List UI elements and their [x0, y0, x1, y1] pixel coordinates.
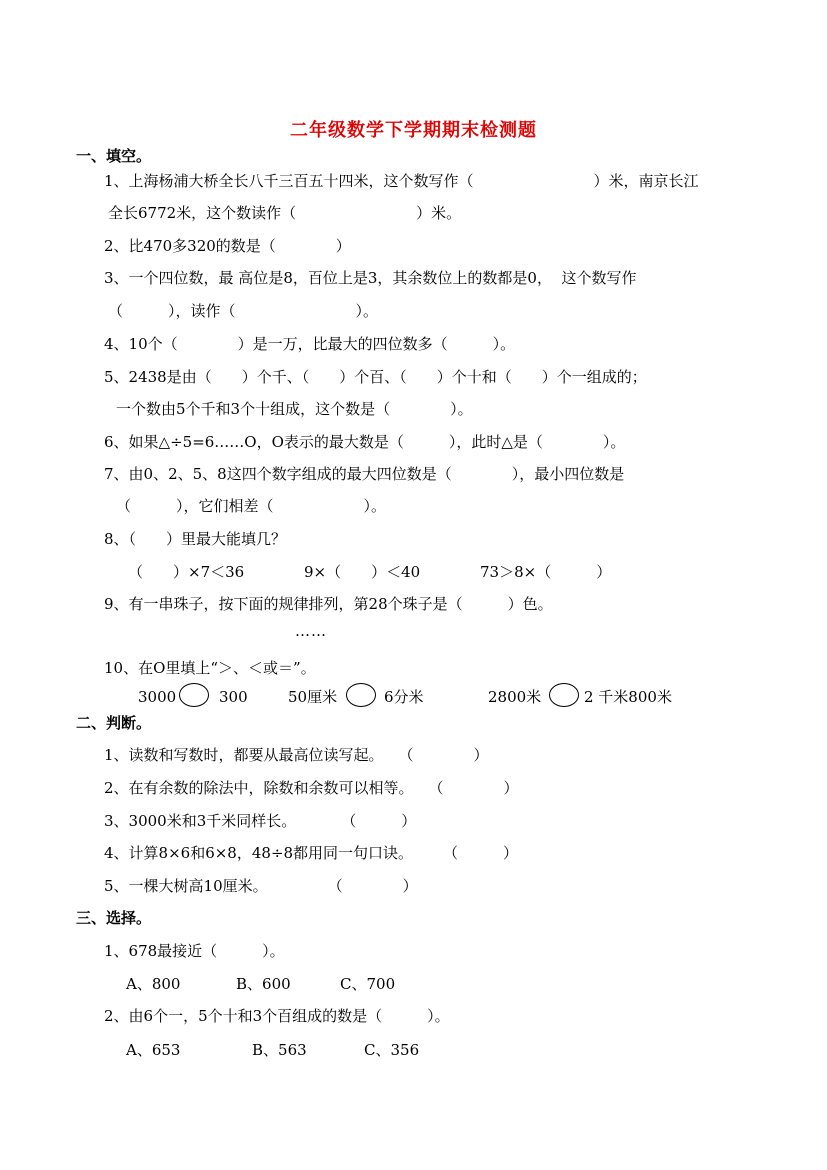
question-3-line-1: 3、一个四位数，最 高位是8，百位上是3，其余数位上的数都是0， 这个数写作	[104, 269, 637, 287]
compare-b-oval[interactable]	[346, 683, 376, 707]
question-4: 4、10个（ ）是一万，比最大的四位数多（ ）。	[104, 335, 516, 353]
question-8-item-c: 73＞8×（ ）	[480, 563, 612, 581]
section-heading-choice: 三、选择。	[76, 909, 152, 927]
question-8-item-b: 9×（ ）＜40	[304, 563, 421, 581]
question-2: 2、比470多320的数是（ ）	[104, 237, 351, 255]
compare-a-oval[interactable]	[179, 683, 209, 707]
choice-2-option-c: C、356	[364, 1041, 420, 1059]
choice-2-option-b: B、563	[252, 1041, 307, 1059]
choice-1-option-c: C、700	[340, 975, 396, 993]
judge-item-5: 5、一棵大树高10厘米。 （ ）	[104, 877, 418, 895]
question-8-item-a: （ ）×7＜36	[128, 563, 245, 581]
page-title: 二年级数学下学期期末检测题	[290, 120, 537, 141]
choice-1-option-b: B、600	[236, 975, 291, 993]
question-6: 6、如果△÷5=6……O，O表示的最大数是（ ），此时△是（ ）。	[104, 433, 626, 451]
question-9: 9、有一串珠子，按下面的规律排列，第28个珠子是（ ）色。	[104, 595, 553, 613]
compare-b-right: 6分米	[384, 688, 424, 706]
question-8: 8、（ ）里最大能填几？	[104, 530, 287, 548]
compare-c-left: 2800米	[488, 688, 542, 706]
section-heading-judge: 二、判断。	[76, 714, 152, 732]
choice-2-option-a: A、653	[126, 1041, 181, 1059]
compare-b-left: 50厘米	[288, 688, 338, 706]
question-7-line-1: 7、由0、2、5、8这四个数字组成的最大四位数是（ ），最小四位数是	[104, 465, 625, 483]
choice-1-option-a: A、800	[126, 975, 181, 993]
question-1-line-1: 1、上海杨浦大桥全长八千三百五十四米，这个数写作（ ）米，南京长江	[104, 172, 699, 190]
compare-a-left: 3000	[138, 688, 177, 706]
compare-a-right: 300	[219, 688, 248, 706]
question-5-line-2: 一个数由5个千和3个十组成，这个数是（ ）。	[116, 400, 473, 418]
judge-item-1: 1、读数和写数时，都要从最高位读写起。 （ ）	[104, 746, 489, 764]
choice-question-2: 2、由6个一，5个十和3个百组成的数是（ ）。	[104, 1007, 450, 1025]
judge-item-2: 2、在有余数的除法中，除数和余数可以相等。 （ ）	[104, 779, 519, 797]
compare-c-right: 2 千米800米	[584, 688, 672, 706]
question-3-line-2: （ ），读作（ ）。	[108, 302, 379, 320]
compare-c-oval[interactable]	[549, 683, 579, 707]
question-7-line-2: （ ），它们相差（ ）。	[116, 497, 387, 515]
bead-pattern-ellipsis: ……	[295, 622, 327, 640]
section-heading-fill: 一、填空。	[76, 147, 152, 165]
choice-question-1: 1、678最接近（ ）。	[104, 942, 285, 960]
judge-item-3: 3、3000米和3千米同样长。 （ ）	[104, 812, 417, 830]
question-10: 10、在O里填上“＞、＜或＝”。	[104, 659, 316, 677]
question-5-line-1: 5、2438是由（ ）个千、（ ）个百、（ ）个十和（ ）个一组成的；	[104, 368, 647, 386]
question-1-line-2: 全长6772米，这个数读作（ ）米。	[108, 204, 462, 222]
judge-item-4: 4、计算8×6和6×8，48÷8都用同一句口诀。 （ ）	[104, 844, 519, 862]
